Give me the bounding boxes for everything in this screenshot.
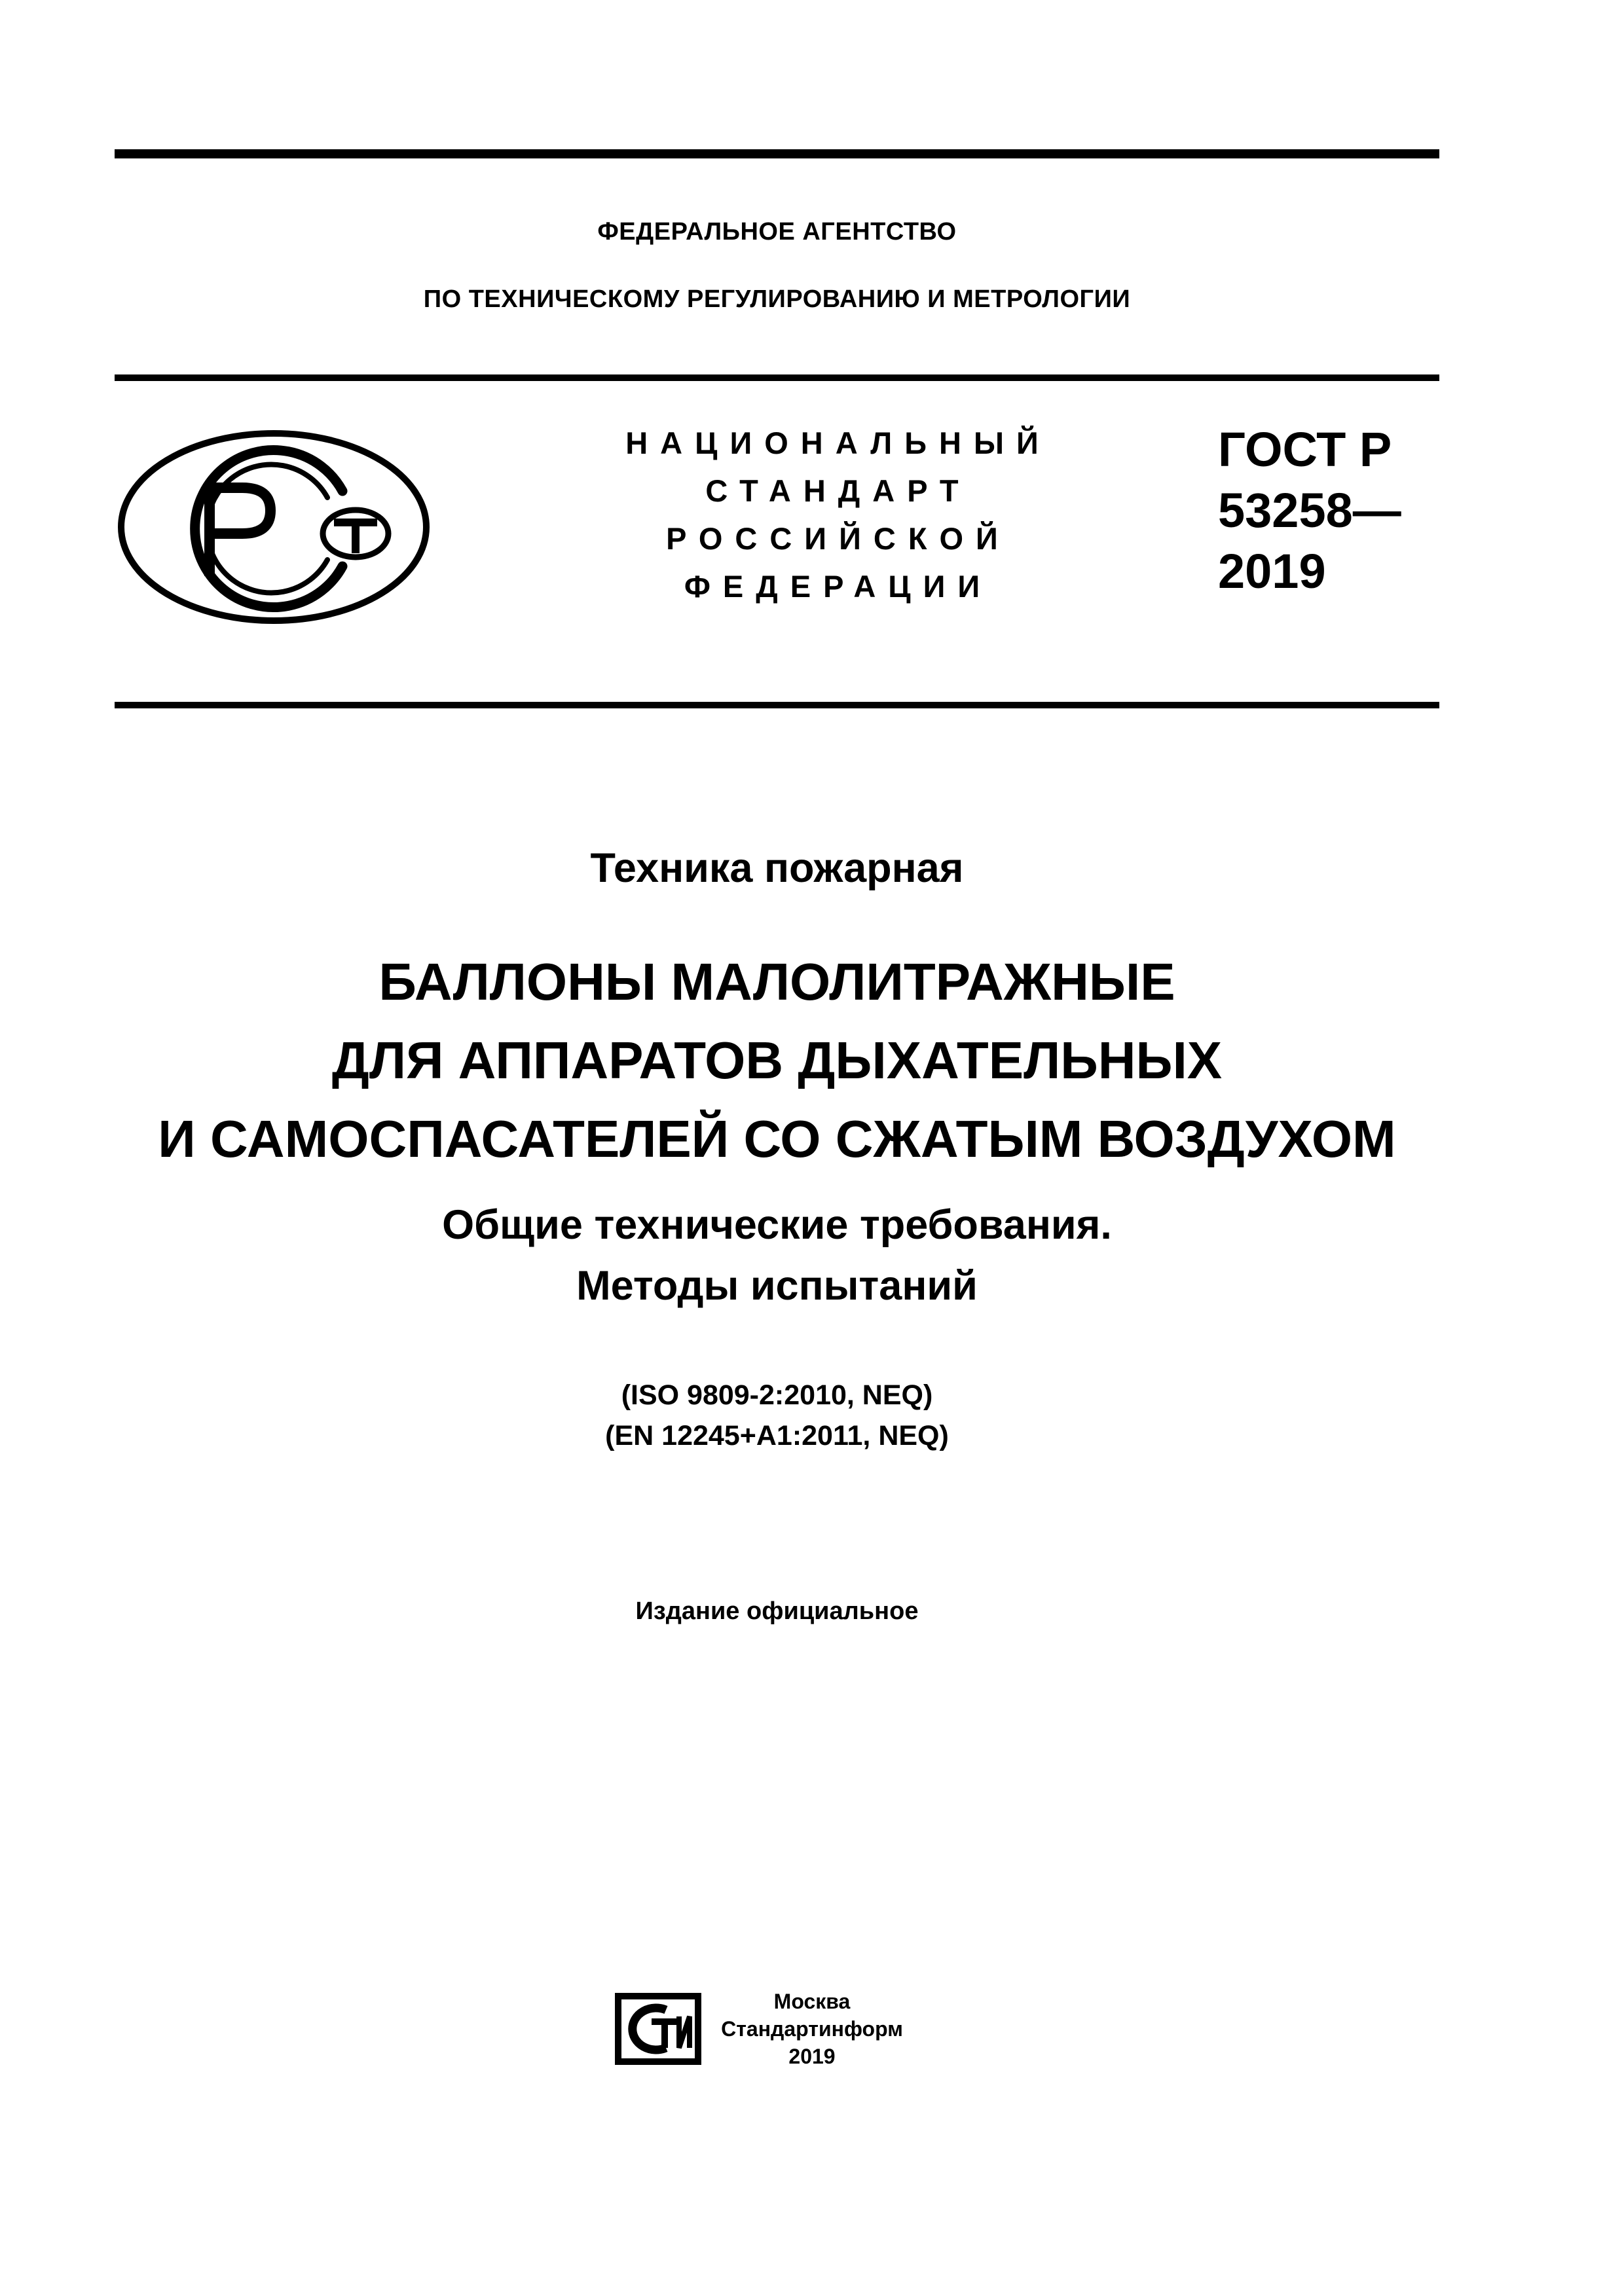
publication-year: 2019 xyxy=(788,2045,836,2068)
title-line-1: БАЛЛОНЫ МАЛОЛИТРАЖНЫЕ xyxy=(378,953,1175,1011)
standartinform-logo-icon xyxy=(612,1990,704,2068)
designation-line3: 2019 xyxy=(1218,544,1326,598)
designation-line1: ГОСТ Р xyxy=(1218,422,1392,477)
national-standard-line3: РОССИЙСКОЙ xyxy=(666,521,1010,556)
document-topic: Техника пожарная xyxy=(590,845,964,891)
designation-line2: 53258— xyxy=(1218,483,1401,538)
edition-label: Издание официальное xyxy=(635,1597,919,1625)
agency-name-line2: ПО ТЕХНИЧЕСКОМУ РЕГУЛИРОВАНИЮ И МЕТРОЛОГИИ xyxy=(423,285,1131,313)
reference-iso: (ISO 9809-2:2010, NEQ) xyxy=(621,1379,933,1411)
agency-name-line1: ФЕДЕРАЛЬНОЕ АГЕНТСТВО xyxy=(597,218,957,246)
national-standard-line4: ФЕДЕРАЦИИ xyxy=(684,569,993,604)
reference-en: (EN 12245+A1:2011, NEQ) xyxy=(605,1420,949,1451)
document-title xyxy=(115,943,1439,1178)
title-line-2: ДЛЯ АППАРАТОВ ДЫХАТЕЛЬНЫХ xyxy=(331,1031,1223,1089)
subtitle-line-1: Общие технические требования. xyxy=(442,1202,1112,1248)
publisher-city: Москва xyxy=(773,1990,851,2013)
national-standard-line1: НАЦИОНАЛЬНЫЙ xyxy=(625,426,1051,460)
rst-mark-logo-icon xyxy=(117,429,431,625)
subtitle-line-2: Методы испытаний xyxy=(576,1263,978,1309)
standard-designation xyxy=(1218,419,1428,602)
top-rule xyxy=(115,149,1439,158)
national-standard-line2: СТАНДАРТ xyxy=(705,473,971,508)
document-subtitle xyxy=(115,1195,1439,1317)
national-standard-label xyxy=(596,419,1080,610)
standard-block-rule xyxy=(115,702,1439,708)
header-rule xyxy=(115,374,1439,381)
publisher-name: Стандартинформ xyxy=(721,2017,903,2041)
international-references xyxy=(115,1375,1439,1456)
title-line-3: И САМОСПАСАТЕЛЕЙ СО СЖАТЫМ ВОЗДУХОМ xyxy=(158,1110,1396,1168)
publisher-block xyxy=(714,1988,910,2070)
